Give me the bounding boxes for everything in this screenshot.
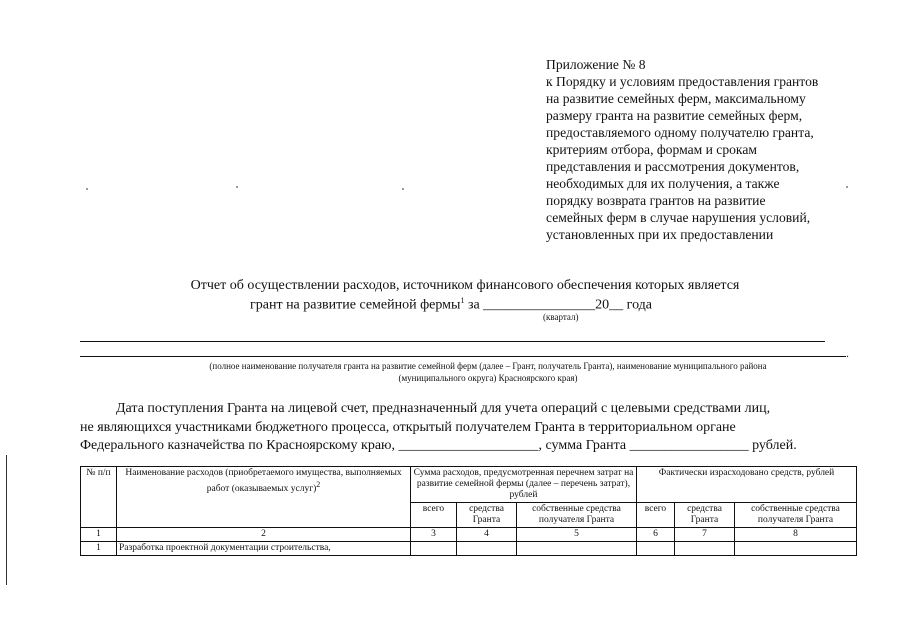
subheader-own: собственные средства получателя Гранта — [735, 503, 857, 528]
index-cell: 3 — [411, 528, 457, 542]
annex-line: размеру гранта на развитие семейных ферм, — [546, 108, 803, 123]
subheader-total: всего — [411, 503, 457, 528]
row-cell — [411, 542, 457, 556]
annex-line: к Порядку и условиям предоставления грантов — [546, 74, 819, 89]
subheader-grant: средства Гранта — [457, 503, 517, 528]
table-row — [81, 542, 857, 556]
annex-line: критериям отбора, формам и срокам — [546, 142, 757, 157]
annex-line: семейных ферм в случае нарушения условий, — [546, 210, 811, 225]
annex-line: Приложение № 8 — [546, 57, 646, 72]
table-index-row — [81, 528, 857, 542]
row-cell — [675, 542, 735, 556]
subheader-total: всего — [637, 503, 675, 528]
header-actual: Фактически израсходовано средств, рублей — [637, 467, 857, 503]
footnote-mark: 1 — [460, 296, 465, 305]
recipient-line — [80, 356, 846, 357]
annex-header — [546, 56, 876, 243]
subheader-own: собственные средства получателя Гранта — [517, 503, 637, 528]
scan-edge-line — [6, 455, 7, 585]
row-num: 1 — [81, 542, 117, 556]
paragraph-line: Дата поступления Гранта на лицевой счет, предназначенный для учета операций с целевыми средствами лиц, — [116, 401, 771, 416]
grant-receipt-paragraph — [80, 400, 848, 456]
row-cell — [517, 542, 637, 556]
annex-line: установленных при их предоставлении — [546, 227, 774, 242]
subheader-grant: средства Гранта — [675, 503, 735, 528]
index-cell: 5 — [517, 528, 637, 542]
index-cell: 1 — [81, 528, 117, 542]
recipient-note-line: (муниципального округа) Красноярского края) — [398, 373, 578, 383]
scan-speck — [846, 186, 848, 188]
report-title-period: за ________________20__ года — [464, 297, 653, 313]
expenses-table — [80, 466, 857, 556]
paragraph-line: Федерального казначейства по Красноярскому краю, ____________________, сумма Гранта _________________ рублей. — [80, 438, 797, 453]
index-cell: 2 — [117, 528, 411, 542]
scan-speck — [236, 186, 238, 188]
header-planned: Сумма расходов, предусмотренная перечнем затрат на развитие семейной фермы (далее – перечень затрат), рублей — [411, 467, 637, 503]
recipient-note-line: (полное наименование получателя гранта на развитие семейной ферм (далее – Грант, получатель Гранта), наименование муниципального района — [209, 361, 767, 371]
index-cell: 4 — [457, 528, 517, 542]
recipient-note — [88, 360, 888, 384]
annex-line: на развитие семейных ферм, максимальному — [546, 91, 806, 106]
expenses-table-wrap — [80, 466, 857, 556]
scan-speck — [86, 188, 88, 190]
header-expense-name — [117, 467, 411, 528]
annex-line: представления и рассмотрения документов, — [546, 159, 800, 174]
index-cell: 6 — [637, 528, 675, 542]
annex-line: предоставляемого одному получателю гранта, — [546, 125, 814, 140]
recipient-line — [80, 341, 825, 342]
report-title-prefix: грант на развитие семейной фермы — [250, 297, 461, 313]
index-cell: 8 — [735, 528, 857, 542]
row-cell — [735, 542, 857, 556]
index-cell: 7 — [675, 528, 735, 542]
annex-line: необходимых для их получения, а также — [546, 176, 780, 191]
header-num: № п/п — [81, 467, 117, 528]
header-expense-name-text: Наименование расходов (приобретаемого имущества, выполняемых работ (оказываемых услуг) — [125, 468, 402, 495]
report-title-line1: Отчет об осуществлении расходов, источником финансового обеспечения которых является — [190, 278, 740, 293]
line-end-dot: . — [846, 346, 849, 360]
footnote-mark: 2 — [316, 480, 321, 489]
row-expense-name: Разработка проектной документации строительства, — [117, 542, 411, 556]
quarter-note: (квартал) — [543, 312, 579, 322]
annex-line: порядку возврата грантов на развитие — [546, 193, 766, 208]
report-title-line2 — [250, 296, 652, 314]
row-cell — [457, 542, 517, 556]
scan-speck — [402, 188, 404, 190]
row-cell — [637, 542, 675, 556]
table-header-row — [81, 467, 857, 503]
paragraph-line: не являющихся участниками бюджетного процесса, открытый получателем Гранта в территориальном органе — [80, 419, 736, 435]
